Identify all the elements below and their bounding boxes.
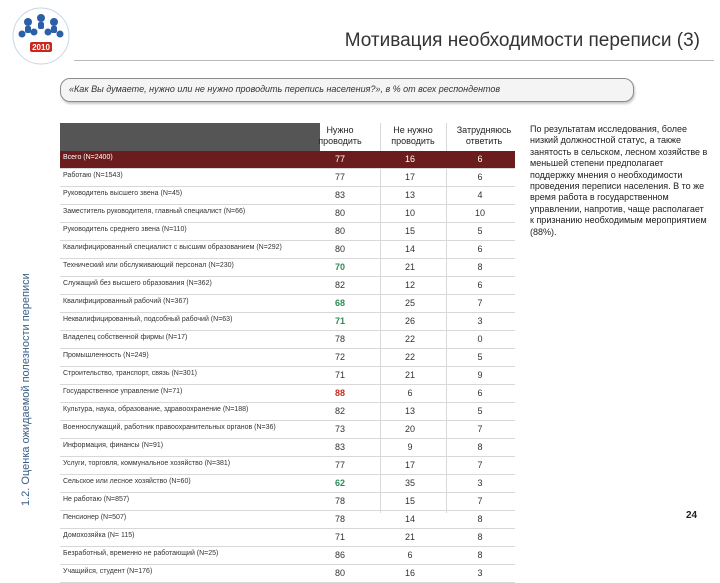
value-undecided: 3 <box>477 316 483 326</box>
value-undecided: 6 <box>477 154 483 164</box>
side-section-label: 1.2. Оценка ожидаемой полезности переписи <box>20 273 32 506</box>
page-number: 24 <box>686 510 698 521</box>
table-row <box>60 313 515 331</box>
value-need: 71 <box>334 316 345 326</box>
value-undecided: 6 <box>477 244 483 254</box>
value-not-need: 16 <box>404 568 415 578</box>
row-label: Государственное управление (N=71) <box>63 388 183 395</box>
value-not-need: 20 <box>404 424 415 434</box>
table-row <box>60 277 515 295</box>
value-not-need: 6 <box>407 388 413 398</box>
row-label: Заместитель руководителя, главный специалист (N=66) <box>63 208 246 215</box>
row-label: Неквалифицированный, подсобный рабочий (N=63) <box>63 316 233 323</box>
value-undecided: 7 <box>477 298 483 308</box>
question-text: «Как Вы думаете, нужно или не нужно проводить перепись населения?», в % от всех респондентов <box>69 84 501 94</box>
results-table <box>60 151 515 583</box>
column-header-need: Нужно проводить <box>318 125 362 146</box>
page-title: Мотивация необходимости переписи (3) <box>344 30 700 51</box>
value-need: 78 <box>334 514 345 524</box>
row-label: Промышленность (N=249) <box>63 352 149 359</box>
value-need: 80 <box>334 244 345 254</box>
question-box <box>60 78 634 102</box>
value-not-need: 17 <box>404 460 415 470</box>
value-undecided: 8 <box>477 442 483 452</box>
value-not-need: 21 <box>404 532 415 542</box>
table-row <box>60 439 515 457</box>
value-not-need: 26 <box>404 316 415 326</box>
row-label: Руководитель среднего звена (N=110) <box>63 226 187 233</box>
value-need: 73 <box>334 424 345 434</box>
row-label: Всего (N=2400) <box>63 154 113 161</box>
value-undecided: 0 <box>477 334 483 344</box>
row-label: Домохозяйка (N= 115) <box>63 532 135 539</box>
value-not-need: 17 <box>404 172 415 182</box>
table-row <box>60 187 515 205</box>
value-not-need: 6 <box>407 550 413 560</box>
value-need: 80 <box>334 226 345 236</box>
value-undecided: 6 <box>477 388 483 398</box>
table-row <box>60 547 515 565</box>
table-row-total <box>60 151 515 169</box>
row-label: Руководитель высшего звена (N=45) <box>63 190 183 197</box>
value-need: 80 <box>334 568 345 578</box>
census-logo <box>8 6 74 68</box>
row-label: Не работаю (N=857) <box>63 496 130 503</box>
row-label: Квалифицированный рабочий (N=367) <box>63 298 189 305</box>
value-undecided: 8 <box>477 514 483 524</box>
table-row <box>60 511 515 529</box>
table-row <box>60 529 515 547</box>
row-label: Безработный, временно не работающий (N=25) <box>63 550 219 557</box>
row-label: Строительство, транспорт, связь (N=301) <box>63 370 197 377</box>
row-label: Служащий без высшего образования (N=362) <box>63 280 212 287</box>
table-row <box>60 241 515 259</box>
value-not-need: 15 <box>404 496 415 506</box>
value-need: 78 <box>334 334 345 344</box>
value-undecided: 8 <box>477 262 483 272</box>
table-header-bar <box>60 123 320 151</box>
row-label: Информация, финансы (N=91) <box>63 442 164 449</box>
logo-year: 2010 <box>32 43 50 52</box>
table-row <box>60 475 515 493</box>
value-undecided: 9 <box>477 370 483 380</box>
row-label: Услуги, торговля, коммунальное хозяйство (N=381) <box>63 460 231 467</box>
value-need: 68 <box>334 298 345 308</box>
value-need: 62 <box>334 478 345 488</box>
value-not-need: 14 <box>404 514 415 524</box>
value-undecided: 5 <box>477 406 483 416</box>
table-row <box>60 385 515 403</box>
title-divider <box>74 60 714 61</box>
summary-note: По результатам исследования, более низкий должностной статус, а также занятость в сельском, лесном хозяйстве в меньшей степени предполагает поддержку мнения о необходимости проведения переписи населения. В то же время работа в государственном управлении, напротив, чаще располагает к признанию необходимым мероприятием (88%). <box>530 124 708 237</box>
table-row <box>60 223 515 241</box>
value-need: 82 <box>334 280 345 290</box>
table-row <box>60 169 515 187</box>
value-undecided: 7 <box>477 460 483 470</box>
value-not-need: 14 <box>404 244 415 254</box>
value-need: 82 <box>334 406 345 416</box>
row-label: Учащийся, студент (N=176) <box>63 568 153 575</box>
value-undecided: 6 <box>477 172 483 182</box>
row-label: Технический или обслуживающий персонал (N=230) <box>63 262 234 269</box>
value-not-need: 13 <box>404 190 415 200</box>
value-need: 77 <box>334 154 345 164</box>
value-need: 71 <box>334 370 345 380</box>
table-row <box>60 565 515 583</box>
value-not-need: 15 <box>404 226 415 236</box>
table-row <box>60 205 515 223</box>
value-need: 77 <box>334 172 345 182</box>
row-label: Военнослужащий, работник правоохранительных органов (N=36) <box>63 424 276 431</box>
value-undecided: 7 <box>477 424 483 434</box>
row-label: Работаю (N=1543) <box>63 172 123 179</box>
value-undecided: 5 <box>477 226 483 236</box>
value-not-need: 21 <box>404 370 415 380</box>
table-row <box>60 421 515 439</box>
value-not-need: 16 <box>404 154 415 164</box>
table-row <box>60 331 515 349</box>
row-label: Пенсионер (N=507) <box>63 514 127 521</box>
value-undecided: 7 <box>477 496 483 506</box>
value-need: 77 <box>334 460 345 470</box>
row-label: Сельское или лесное хозяйство (N=60) <box>63 478 191 485</box>
row-label: Квалифицированный специалист с высшим образованием (N=292) <box>63 244 282 251</box>
value-not-need: 9 <box>407 442 413 452</box>
value-not-need: 21 <box>404 262 415 272</box>
value-need: 78 <box>334 496 345 506</box>
value-not-need: 35 <box>404 478 415 488</box>
value-undecided: 8 <box>477 532 483 542</box>
table-row <box>60 259 515 277</box>
column-header-not-need: Не нужно проводить <box>391 125 435 146</box>
value-need: 88 <box>334 388 345 398</box>
value-not-need: 13 <box>404 406 415 416</box>
table-row <box>60 295 515 313</box>
value-need: 80 <box>334 208 345 218</box>
row-label: Владелец собственной фирмы (N=17) <box>63 334 188 341</box>
table-row <box>60 349 515 367</box>
value-need: 71 <box>334 532 345 542</box>
table-row <box>60 403 515 421</box>
row-label: Культура, наука, образование, здравоохранение (N=188) <box>63 406 249 413</box>
value-undecided: 10 <box>474 208 485 218</box>
value-not-need: 25 <box>404 298 415 308</box>
value-need: 83 <box>334 190 345 200</box>
value-not-need: 10 <box>404 208 415 218</box>
value-not-need: 22 <box>404 334 415 344</box>
table-row <box>60 457 515 475</box>
table-row <box>60 493 515 511</box>
value-undecided: 6 <box>477 280 483 290</box>
value-undecided: 3 <box>477 478 483 488</box>
value-need: 83 <box>334 442 345 452</box>
value-undecided: 4 <box>477 190 483 200</box>
value-undecided: 5 <box>477 352 483 362</box>
value-undecided: 3 <box>477 568 483 578</box>
value-not-need: 12 <box>404 280 415 290</box>
value-need: 70 <box>334 262 345 272</box>
table-row <box>60 367 515 385</box>
value-need: 86 <box>334 550 345 560</box>
value-need: 72 <box>334 352 345 362</box>
value-undecided: 8 <box>477 550 483 560</box>
column-header-undecided: Затрудняюсь ответить <box>456 125 512 146</box>
value-not-need: 22 <box>404 352 415 362</box>
